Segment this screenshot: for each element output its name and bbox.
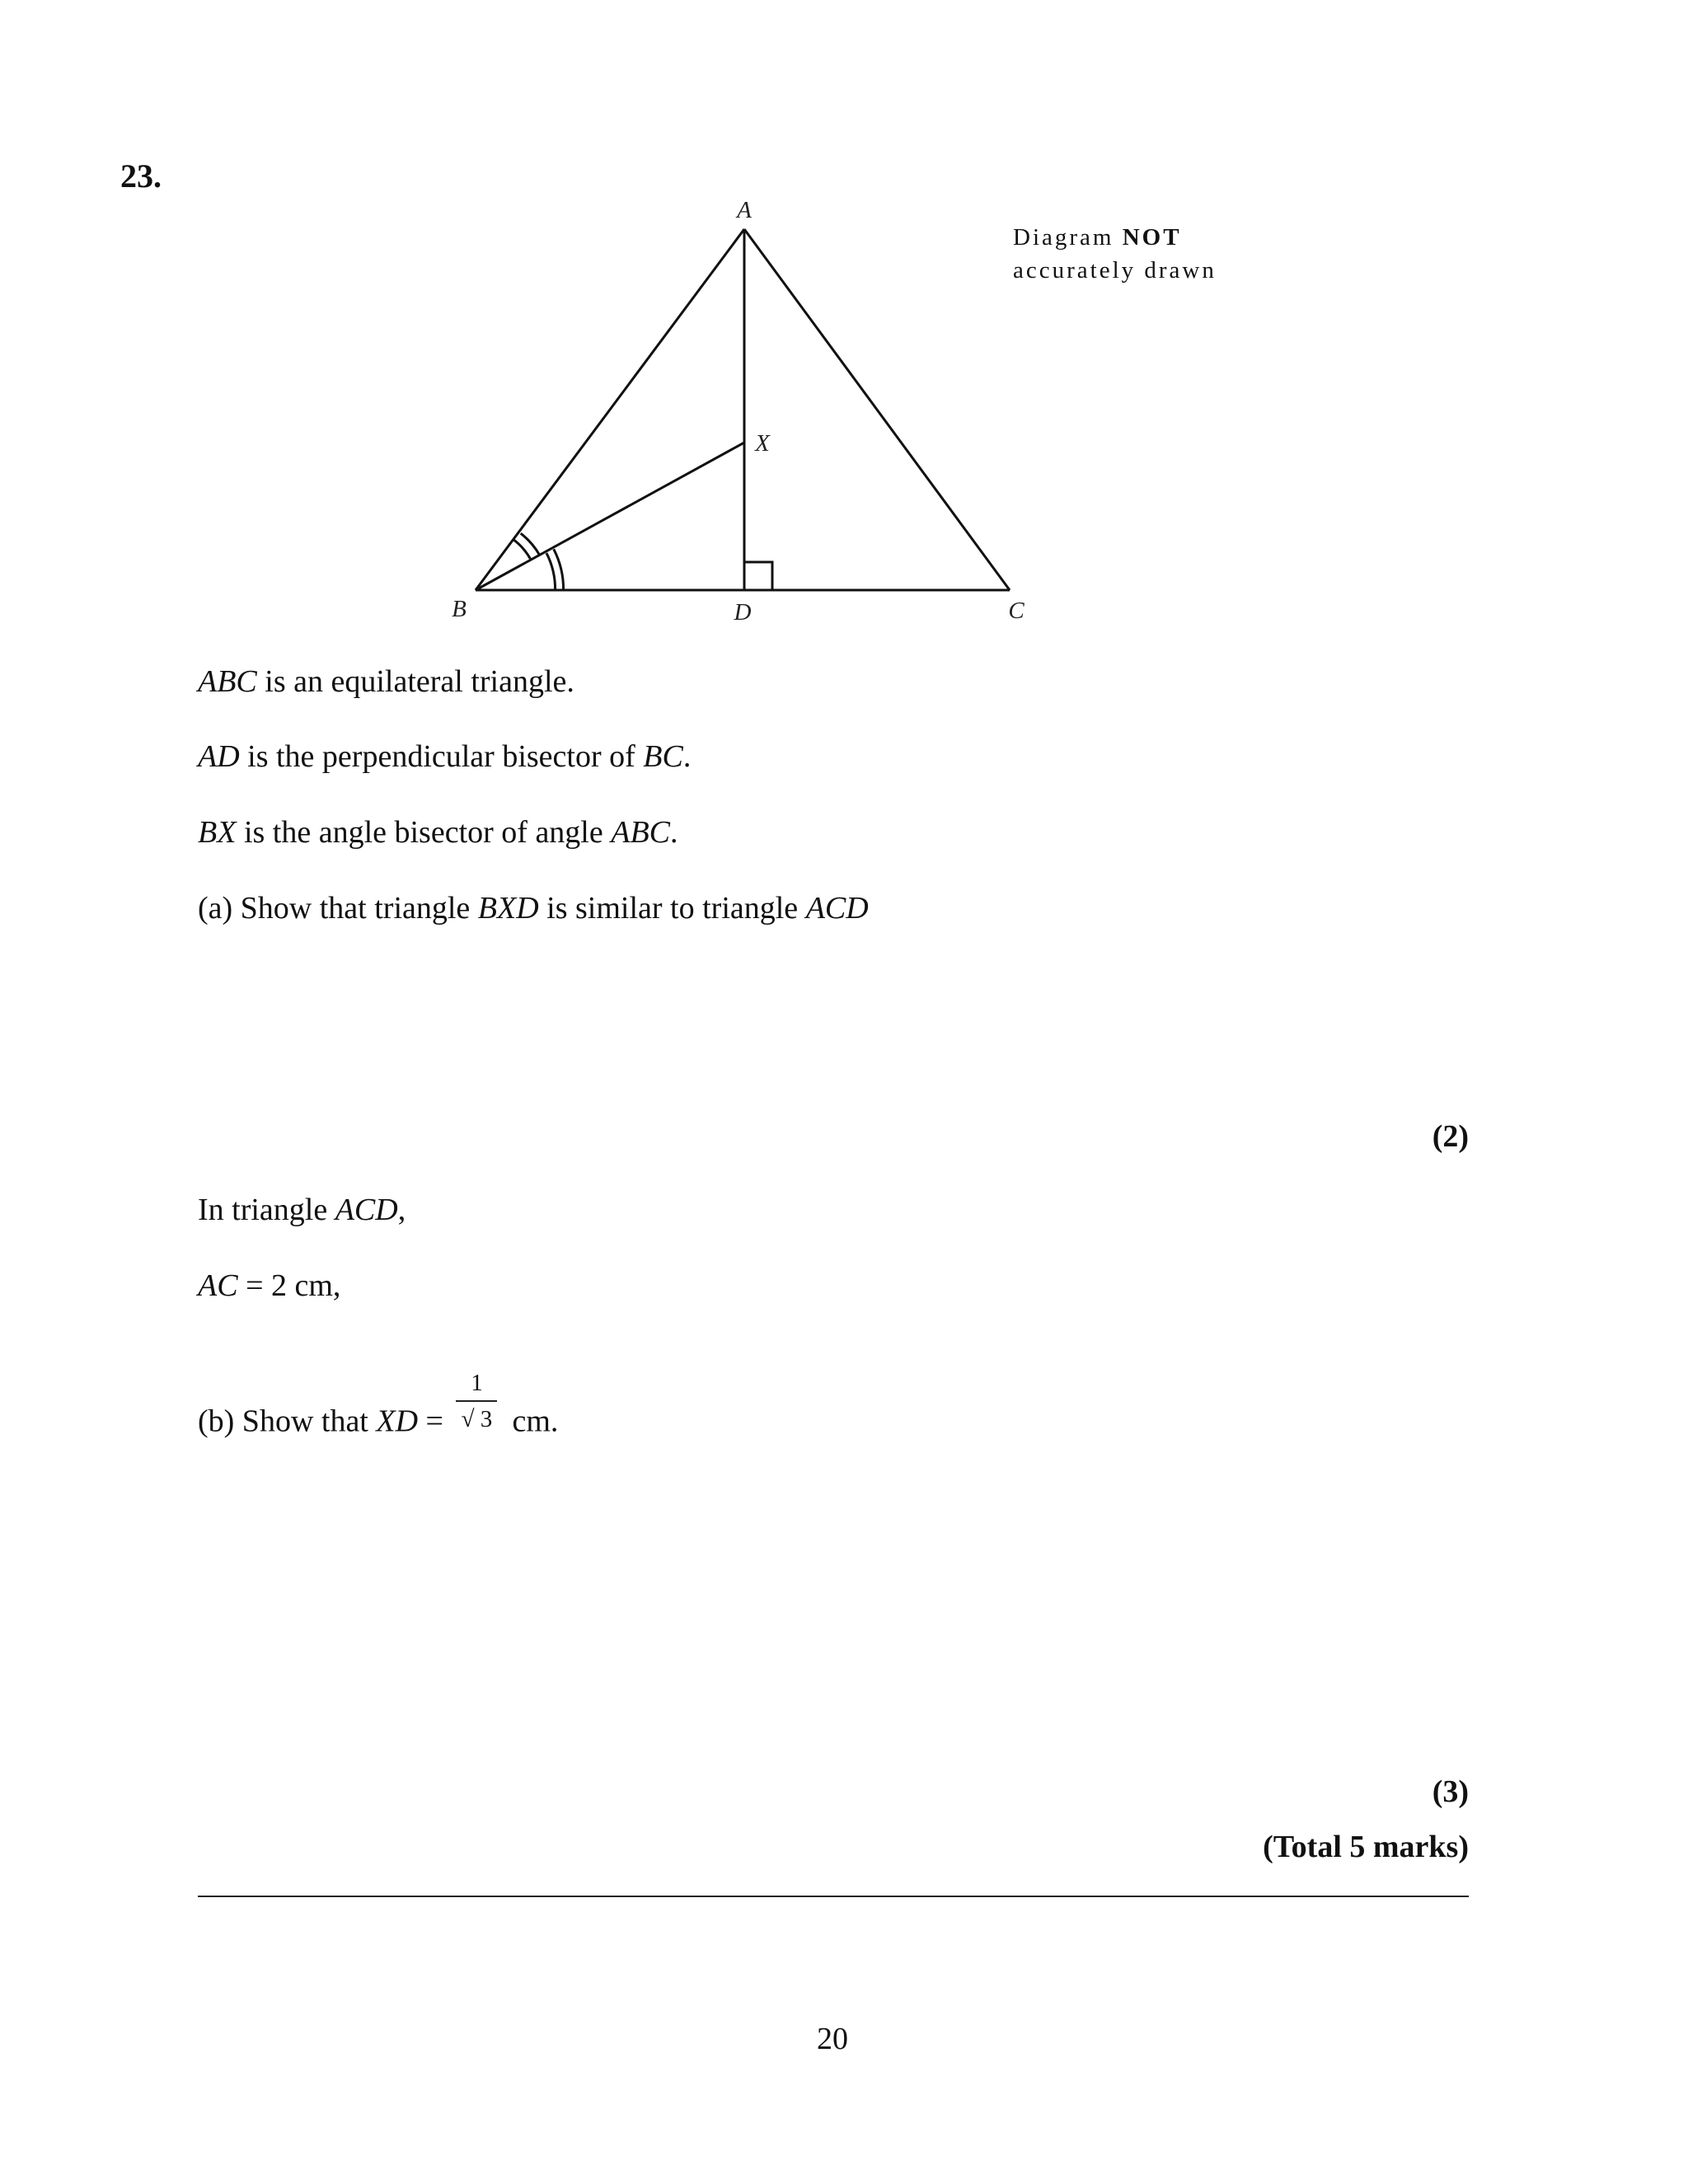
angle-arc-1b — [521, 533, 540, 555]
statement-term: BX — [198, 815, 237, 850]
note-text-not: NOT — [1122, 224, 1182, 251]
given-text: = 2 cm, — [237, 1268, 341, 1303]
part-b-variable: XD — [376, 1404, 419, 1439]
part-a-question — [198, 890, 869, 926]
part-a-text: is similar to triangle — [538, 891, 806, 926]
statement-text: is the perpendicular bisector of — [239, 739, 644, 774]
statement-term: BC — [643, 739, 683, 774]
angle-arc-1a — [513, 539, 530, 559]
point-label-x: X — [755, 430, 770, 457]
page-number: 20 — [817, 2022, 848, 2056]
statement-term: ABC — [611, 815, 671, 850]
triangle-name: ACD — [335, 1193, 398, 1227]
part-b-unit: cm. — [512, 1404, 559, 1439]
triangle-name: BXD — [477, 891, 539, 926]
fraction-denominator: √ 3 — [461, 1406, 493, 1432]
fraction-bar — [456, 1400, 497, 1402]
statement-text: is an equilateral triangle. — [256, 664, 574, 699]
vertex-label-a: A — [737, 197, 752, 223]
right-angle-marker — [744, 562, 772, 590]
statement-term: AD — [198, 739, 240, 774]
vertex-label-b: B — [452, 596, 467, 622]
diagram-note — [1013, 221, 1217, 287]
part-b-equals: = — [418, 1404, 452, 1439]
statement-term: ABC — [198, 664, 257, 699]
statement-text: . — [682, 739, 692, 774]
part-b-label: (b) Show that — [198, 1404, 377, 1439]
angle-arc-2a — [546, 553, 556, 590]
total-marks: (Total 5 marks) — [1263, 1830, 1469, 1864]
vertex-label-d: D — [734, 599, 752, 626]
side-ac — [744, 229, 1010, 590]
part-a-marks: (2) — [1432, 1119, 1469, 1154]
given-text: In triangle — [198, 1193, 335, 1227]
vertex-label-c: C — [1008, 598, 1025, 624]
triangle-diagram — [0, 0, 1688, 659]
part-b-marks: (3) — [1432, 1774, 1469, 1809]
note-text-accurately: accurately drawn — [1013, 257, 1217, 284]
fraction — [456, 1370, 497, 1449]
statement-text: . — [670, 815, 678, 850]
fraction-numerator: 1 — [471, 1370, 483, 1396]
part-b-question — [198, 1370, 559, 1449]
given-text: , — [397, 1193, 406, 1227]
segment-bx — [476, 443, 744, 590]
given-term: AC — [198, 1268, 238, 1303]
given-triangle — [198, 1192, 406, 1228]
triangle-name: ACD — [805, 891, 869, 926]
given-length — [198, 1268, 340, 1304]
statement-angle-bisector — [198, 814, 678, 851]
note-text-diagram: Diagram — [1013, 224, 1123, 251]
side-ab — [476, 229, 744, 590]
question-number: 23. — [120, 157, 162, 194]
statement-equilateral — [198, 663, 574, 700]
statement-text: is the angle bisector of angle — [236, 815, 612, 850]
statement-perpendicular-bisector — [198, 738, 691, 775]
divider-line — [198, 1896, 1469, 1897]
part-a-label: (a) Show that triangle — [198, 891, 478, 926]
